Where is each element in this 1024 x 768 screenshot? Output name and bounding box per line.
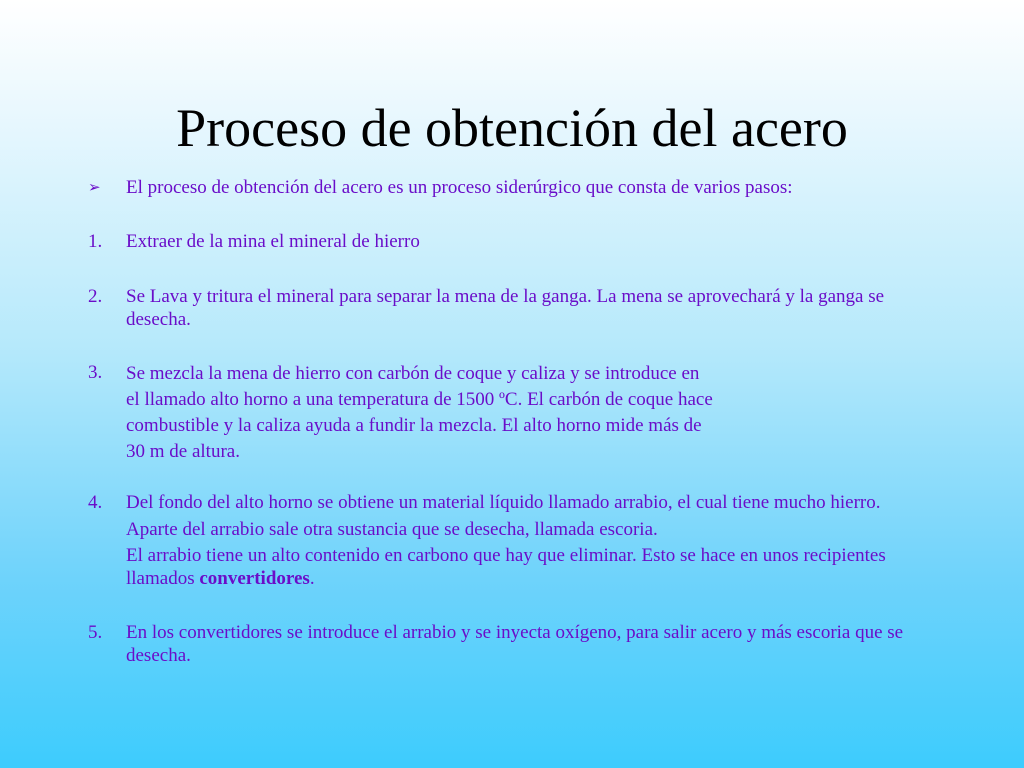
intro-bullet [86, 176, 946, 199]
step-1-text: Extraer de la mina el mineral de hierro [126, 231, 420, 252]
step-4-convertidores-lead: El arrabio tiene un alto contenido en carbono que hay que eliminar. Esto se hace en unos recipientes llamados [126, 545, 886, 589]
slide-body [86, 176, 946, 667]
step-1-number: 1. [88, 231, 103, 252]
step-5-text: En los convertidores se introduce el arrabio y se inyecta oxígeno, para salir acero y más escoria que se desecha. [126, 622, 904, 666]
convertidores-term: convertidores [199, 568, 310, 589]
arrow-bullet-icon: ➢ [88, 178, 101, 196]
step-5 [86, 621, 946, 667]
step-4 [86, 491, 946, 590]
step-2-text: Se Lava y tritura el mineral para separar la mena de la ganga. La mena se aprovechará y la ganga se desecha. [126, 286, 885, 330]
intro-text: El proceso de obtención del acero es un proceso siderúrgico que consta de varios pasos: [126, 177, 793, 198]
step-2-number: 2. [88, 286, 103, 307]
step-4-text: Del fondo del alto horno se obtiene un material líquido llamado arrabio, el cual tiene mucho hierro. [126, 492, 881, 513]
step-3-text [126, 361, 946, 465]
step-3-line-2: el llamado alto horno a una temperatura de 1500 ºC. El carbón de coque hace [126, 389, 713, 410]
step-4-number: 4. [88, 492, 103, 513]
step-3-line-3: combustible y la caliza ayuda a fundir la mezcla. El alto horno mide más de [126, 415, 702, 436]
step-3-line-1: Se mezcla la mena de hierro con carbón de coque y caliza y se introduce en [126, 363, 700, 384]
step-4-escoria-text: Aparte del arrabio sale otra sustancia que se desecha, llamada escoria. [126, 519, 658, 540]
step-3 [86, 361, 946, 465]
slide-title: Proceso de obtención del acero [176, 98, 848, 158]
step-3-number: 3. [88, 362, 103, 383]
step-4-convertidores-text [126, 544, 946, 590]
step-2 [86, 285, 946, 331]
step-1 [86, 230, 946, 253]
step-3-line-4: 30 m de altura. [126, 441, 240, 462]
step-5-number: 5. [88, 622, 103, 643]
step-4-convertidores-end: . [309, 568, 315, 589]
